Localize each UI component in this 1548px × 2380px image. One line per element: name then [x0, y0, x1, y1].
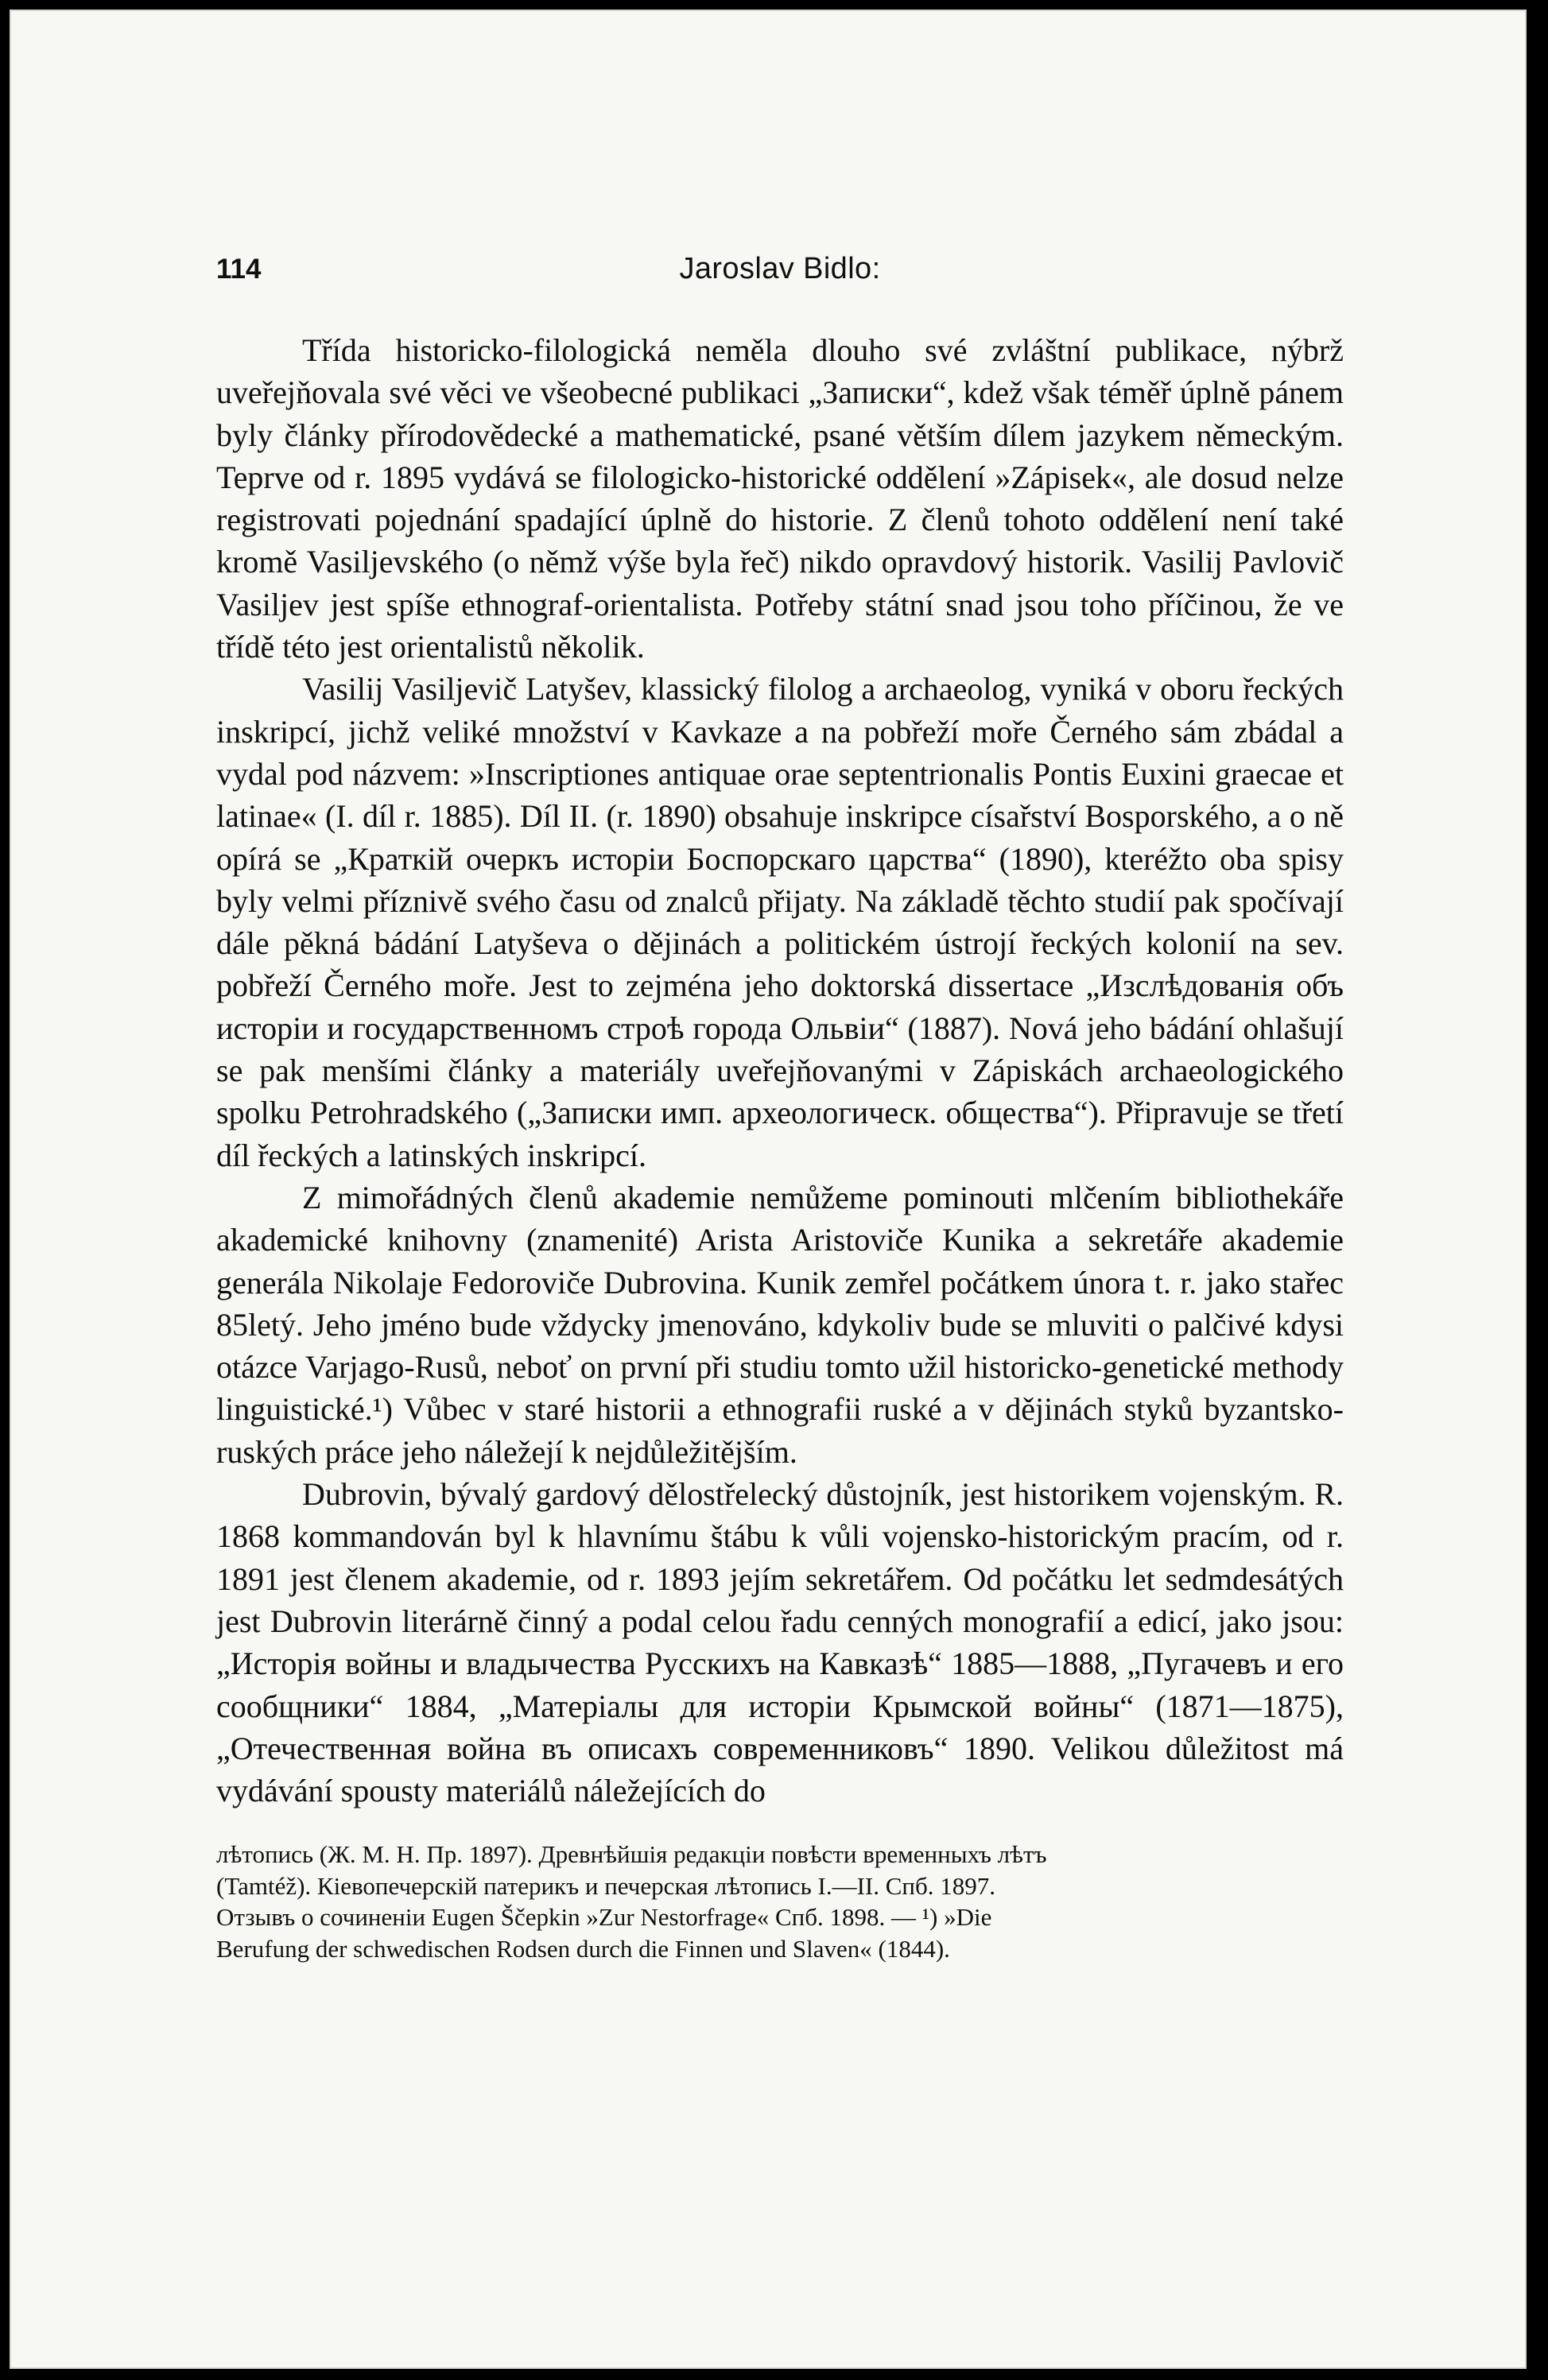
- paragraph-4: Dubrovin, bývalý gardový dělostřelecký důstojník, jest historikem vojenským. R. 1868 kommandován byl k hlavnímu štábu k vůli vojensko-historickým pracím, od r. 1891 jest členem akademie, od r. 1893 jejím sekretářem. Od počátku let sedmdesátých jest Dubrovin literárně činný a podal celou řadu cenných monografií a edicí, jako jsou: „Исторія войны и владычества Русскихъ на Кавказѣ“ 1885—1888, „Пугачевъ и его сообщники“ 1884, „Матеріалы для исторіи Крымской войны“ (1871—1875), „Отечественная война въ описахъ современниковъ“ 1890. Velikou důležitost má vydávání spousty materiálů náležejících do: [216, 1476, 1344, 1809]
- footnote-line-4: Berufung der schwedischen Rodsen durch die Finnen und Slaven« (1844).: [216, 1934, 950, 1963]
- running-head: Jaroslav Bidlo:: [679, 252, 881, 285]
- footnote-line-1: лѣтопись (Ж. М. Н. Пр. 1897). Древнѣйшія редакціи повѣсти временныхъ лѣтъ: [216, 1840, 1047, 1869]
- paragraph-3: Z mimořádných členů akademie nemůžeme pominouti mlčením bibliothekáře akademické knihovny (znamenité) Arista Aristoviče Kunika a sekretáře akademie generála Nikolaje Fedoroviče Dubrovina. Kunik zemřel počátkem února t. r. jako stařec 85letý. Jeho jméno bude vždycky jmenováno, kdykoliv bude se mluviti o palčivé kdysi otázce Varjago-Rusů, neboť on první při studiu tomto užil historicko-genetické methody linguistické.¹) Vůbec v staré historii a ethnografii ruské a v dějinách styků byzantsko-ruských práce jeho náležejí k nejdůležitějším.: [216, 1179, 1344, 1470]
- paragraph-1: Třída historicko-filologická neměla dlouho své zvláštní publikace, nýbrž uveřejňovala své věci ve všeobecné publikaci „Записки“, kdež však téměř úplně pánem byly články přírodovědecké a mathematické, psané větším dílem jazykem německým. Teprve od r. 1895 vydává se filologicko-historické oddělení »Zápisek«, ale dosud nelze registrovati pojednání spadající úplně do historie. Z členů tohoto oddělení není také kromě Vasiljevského (o němž výše byla řeč) nikdo opravdový historik. Vasilij Pavlovič Vasiljev jest spíše ethnograf-orientalista. Potřeby státní snad jsou toho příčinou, že ve třídě této jest orientalistů několik.: [216, 332, 1344, 665]
- footnote-line-3: Отзывъ о сочиненіи Eugen Ščepkin »Zur Nestorfrage« Спб. 1898. — ¹) »Die: [216, 1903, 992, 1932]
- page-content: [216, 248, 1344, 1964]
- page-header: [216, 248, 1344, 304]
- footnote-line-2: (Tamtéž). Кіевопечерскій патерикъ и печерская лѣтопись I.—II. Спб. 1897.: [216, 1871, 996, 1900]
- footnotes: [216, 1839, 1344, 1964]
- main-text: [216, 329, 1344, 1812]
- page-number: 114: [216, 254, 262, 285]
- book-page: [10, 10, 1527, 2369]
- paragraph-2: Vasilij Vasiljevič Latyšev, klassický filolog a archaeolog, vyniká v oboru řeckých inskripcí, jichž veliké množství v Kavkaze a na pobřeží moře Černého sám zbádal a vydal pod názvem: »Inscriptiones antiquae orae septentrionalis Pontis Euxini graecae et latinae« (I. díl r. 1885). Díl II. (r. 1890) obsahuje inskripce císařství Bosporského, a o ně opírá se „Краткій очеркъ исторіи Боспорскаго царства“ (1890), kteréžto oba spisy byly velmi příznivě svého času od znalců přijaty. Na základě těchto studií pak spočívají dále pěkná bádání Latyševa o dějinách a politickém ústrojí řeckých kolonií na sev. pobřeží Černého moře. Jest to zejména jeho doktorská dissertace „Изслѣдованія объ исторіи и государственномъ строѣ города Ольвіи“ (1887). Nová jeho bádání ohlašují se pak menšími články a materiály uveřejňovanými v Zápiskách archaeologického spolku Petrohradského („Записки имп. археологическ. общества“). Připravuje se třetí díl řeckých a latinských inskripcí.: [216, 671, 1344, 1173]
